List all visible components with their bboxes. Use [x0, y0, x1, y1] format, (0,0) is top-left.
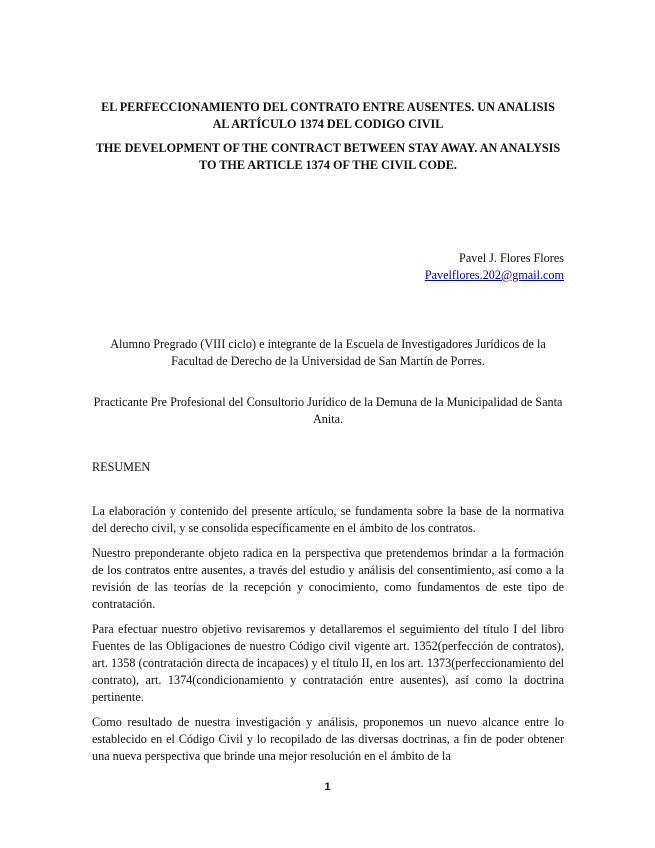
- abstract-paragraph: Nuestro preponderante objeto radica en la perspectiva que pretendemos brindar a la formación de los contratos entre ausentes, a través del estudio y análisis del consentimiento, así como a la revisión de las teorías de la recepción y conocimiento, como fundamentos de este tipo de contratación.: [92, 546, 564, 611]
- abstract-body: [92, 503, 564, 773]
- author-email-link[interactable]: Pavelflores.202@gmail.com: [424, 268, 564, 282]
- affiliation-student: Alumno Pregrado (VIII ciclo) e integrante de la Escuela de Investigadores Jurídicos de la Facultad de Derecho de la Universidad de San Martín de Porres.: [110, 337, 546, 368]
- affiliation-intern: Practicante Pre Profesional del Consultorio Jurídico de la Demuna de la Municipalidad de Santa Anita.: [93, 395, 563, 426]
- abstract-heading: RESUMEN: [92, 460, 151, 474]
- author-name: Pavel J. Flores Flores: [459, 251, 564, 265]
- title-spanish: EL PERFECCIONAMIENTO DEL CONTRATO ENTRE AUSENTES. UN ANALISIS AL ARTÍCULO 1374 DEL CODIGO CIVIL: [101, 100, 555, 131]
- abstract-paragraph: La elaboración y contenido del presente artículo, se fundamenta sobre la base de la normativa del derecho civil, y se consolida específicamente en el ámbito de los contratos.: [92, 504, 564, 535]
- abstract-paragraph: Como resultado de nuestra investigación y análisis, proponemos un nuevo alcance entre lo establecido en el Código Civil y lo recopilado de las diversas doctrinas, a fin de poder obtener una nueva perspectiva que brinde una mejor resolución en el ámbito de la: [92, 715, 564, 763]
- abstract-paragraph: Para efectuar nuestro objetivo revisaremos y detallaremos el seguimiento del título I del libro Fuentes de las Obligaciones de nuestro Código civil vigente art. 1352(perfección de contratos), art. 1358 (contratación directa de incapaces) y el título II, en los art. 1373(perfeccionamiento del contrato), art. 1374(condicionamiento y contratación entre ausentes), así como la doctrina pertinente.: [92, 622, 564, 704]
- title-english: THE DEVELOPMENT OF THE CONTRACT BETWEEN STAY AWAY. AN ANALYSIS TO THE ARTICLE 1374 OF THE CIVIL CODE.: [95, 141, 561, 172]
- page-number: 1: [324, 781, 331, 793]
- author-block: [425, 250, 564, 284]
